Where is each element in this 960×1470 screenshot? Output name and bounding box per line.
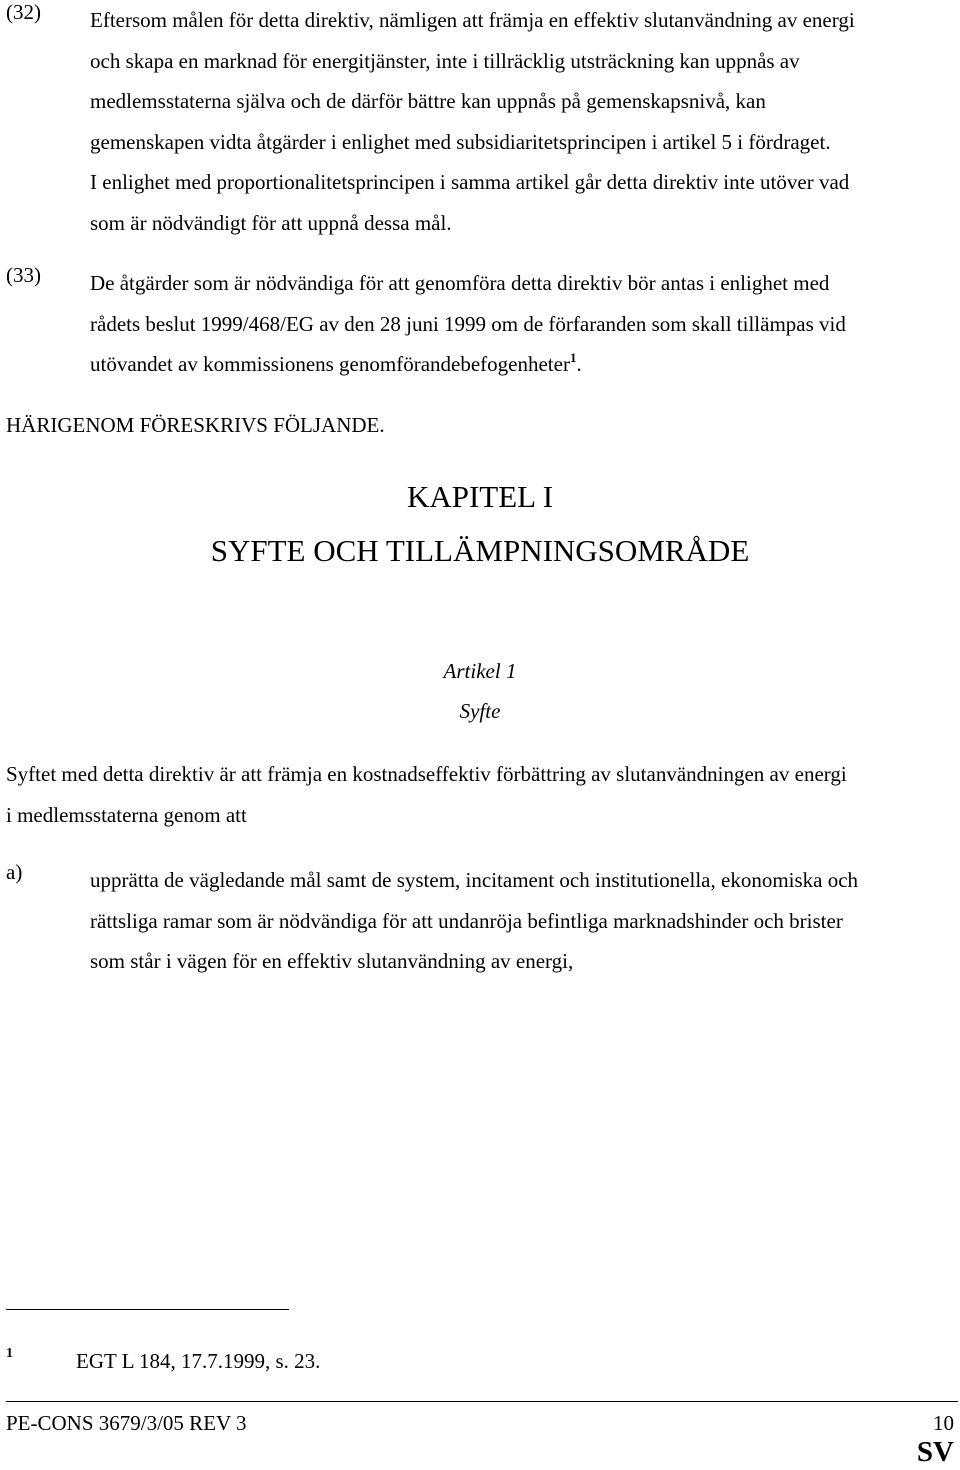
footnote-separator — [6, 1309, 289, 1310]
recital-32 — [6, 0, 951, 244]
point-text — [90, 860, 951, 982]
text-line: gemenskapen vidta åtgärder i enlighet med subsidiaritetsprincipen i artikel 5 i fördraget. — [90, 129, 831, 154]
text-line: i medlemsstaterna genom att — [6, 802, 247, 827]
chapter-title: SYFTE OCH TILLÄMPNINGSOMRÅDE — [210, 533, 750, 568]
text-line: rådets beslut 1999/468/EG av den 28 juni 1999 om de förfaranden som skall tillämpas vid — [90, 311, 846, 336]
text-line: De åtgärder som är nödvändiga för att genomföra detta direktiv bör antas i enlighet med — [90, 271, 830, 295]
text-line: som står i vägen för en effektiv slutanvändning av energi, — [90, 949, 574, 974]
sentence-end: . — [576, 352, 582, 377]
recital-number: (33) — [6, 263, 41, 287]
text-line — [90, 344, 951, 385]
footnote-text: EGT L 184, 17.7.1999, s. 23. — [76, 1349, 321, 1373]
text-line: och skapa en marknad för energitjänster, inte i tillräcklig utsträckning kan uppnås av — [90, 48, 800, 73]
document-reference: PE-CONS 3679/3/05 REV 3 — [6, 1411, 247, 1435]
text-line-content: utövandet av kommissionens genomförandebefogenheter — [90, 352, 570, 377]
text-line: rättsliga ramar som är nödvändiga för att undanröja befintliga marknadshinder och brister — [90, 908, 843, 933]
footnote-mark: 1 — [6, 1346, 13, 1361]
enacting-formula: HÄRIGENOM FÖRESKRIVS FÖLJANDE. — [6, 413, 385, 437]
text-line: medlemsstaterna själva och de därför bättre kan uppnås på gemenskapsnivå, kan — [90, 89, 766, 114]
article-point-a — [6, 860, 951, 982]
chapter-number: KAPITEL I — [406, 479, 554, 514]
text-line: som är nödvändigt för att uppnå dessa mål. — [90, 210, 452, 235]
text-line: I enlighet med proportionalitetsprincipen i samma artikel går detta direktiv inte utöver vad — [90, 170, 850, 195]
recital-33 — [6, 263, 951, 385]
language-code: SV — [916, 1436, 954, 1468]
page-number: 10 — [933, 1411, 954, 1435]
text-line: upprätta de vägledande mål samt de system, incitament och institutionella, ekonomiska och — [90, 868, 859, 892]
text-line: Syftet med detta direktiv är att främja en kostnadseffektiv förbättring av slutanvändningen av energi — [6, 762, 847, 786]
text-line: Eftersom målen för detta direktiv, nämligen att främja en effektiv slutanvändning av energi — [90, 8, 855, 32]
article-number: Artikel 1 — [443, 659, 517, 683]
article-title: Syfte — [459, 699, 501, 723]
footnote-reference[interactable]: 1 — [569, 350, 577, 366]
recital-text — [90, 263, 951, 385]
recital-text — [90, 0, 951, 244]
point-label: a) — [6, 860, 23, 884]
recital-number: (32) — [6, 0, 41, 24]
footer-separator — [6, 1401, 958, 1402]
article-intro — [6, 754, 956, 835]
